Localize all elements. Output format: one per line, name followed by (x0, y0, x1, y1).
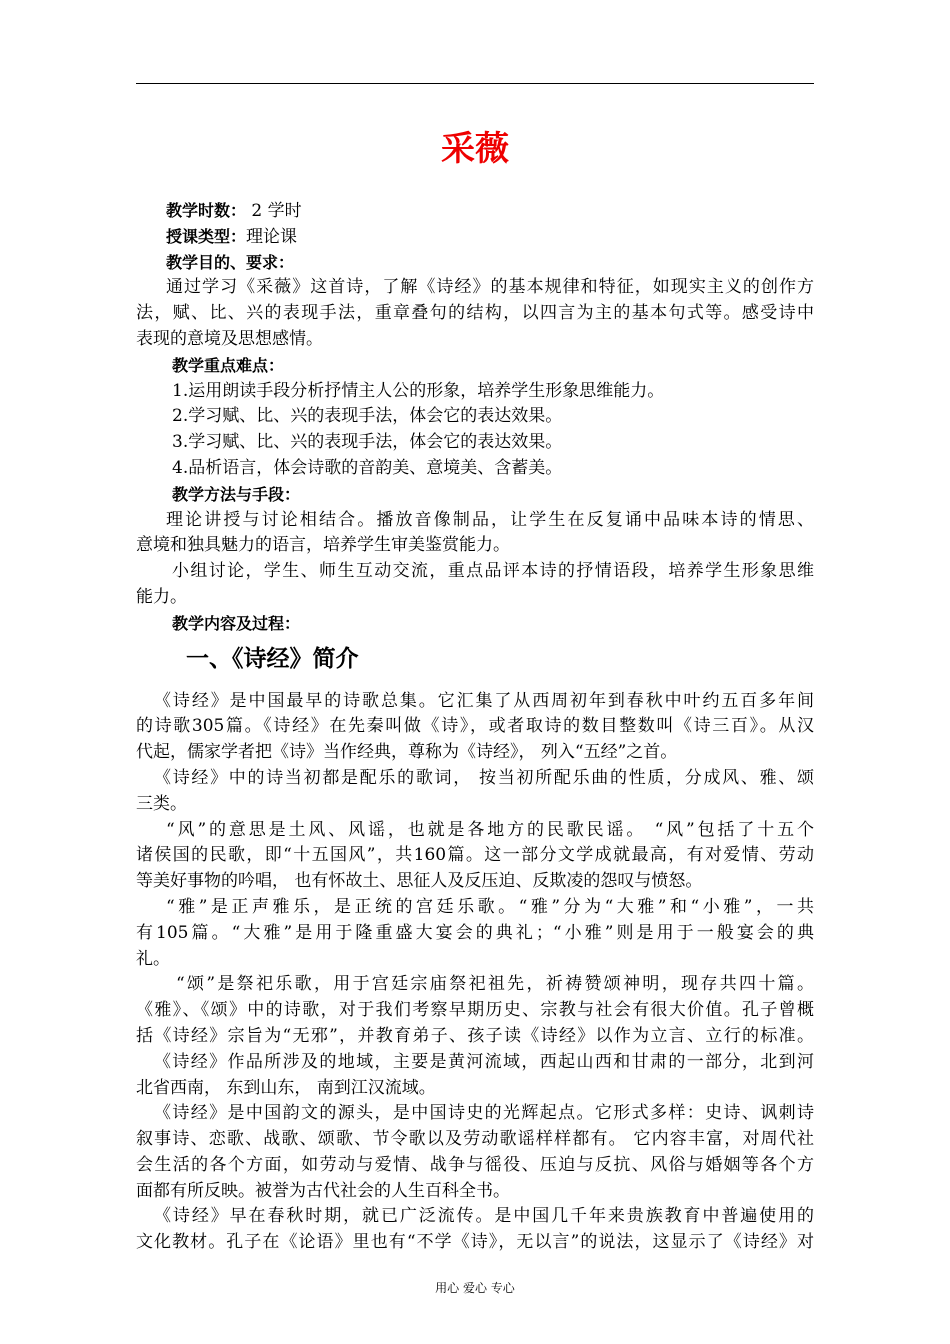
body-line: 诸侯国的民歌，即“十五国风”，共160篇。这一部分文学成就最高，有对爱情、劳动 (136, 845, 814, 866)
body-line: 《诗经》是中国韵文的源头，是中国诗史的光辉起点。它形式多样：史诗、讽刺诗 (154, 1103, 814, 1124)
goal-line: 表现的意境及思想感情。 (136, 328, 323, 349)
body-line: 括《诗经》宗旨为“无邪”，并教育弟子、孩子读《诗经》以作为立言、立行的标准。 (136, 1025, 814, 1046)
body-line: 礼。 (136, 948, 170, 969)
method-label-row (136, 482, 814, 508)
body-line: “颂”是祭祀乐歌，用于宫廷宗庙祭祀祖先，祈祷赞颂神明，现存共四十篇。 (176, 974, 814, 995)
hours-row (136, 198, 814, 224)
body-line: 《诗经》中的诗当初都是配乐的歌词， 按当初所配乐曲的性质，分成风、雅、颂 (154, 767, 814, 788)
key-label: 教学重点难点： (172, 355, 285, 375)
process-label-row (136, 611, 814, 637)
key-point-item: 4.品析语言，体会诗歌的音韵美、意境美、含蓄美。 (172, 457, 563, 478)
body-line: 北省西南， 东到山东， 南到江汉流域。 (136, 1077, 436, 1098)
method-line: 小组讨论，学生、师生互动交流，重点品评本诗的抒情语段，培养学生形象思维 (172, 561, 814, 582)
body-line: 《雅》、《颂》中的诗歌，对于我们考察早期历史、宗教与社会有很大价值。孔子曾概 (136, 1000, 814, 1021)
document-body (136, 198, 814, 1256)
body-line: 等美好事物的吟唱， 也有怀故土、思征人及反压迫、反欺凌的怨叹与愤怒。 (136, 871, 703, 892)
body-line: 三类。 (136, 793, 187, 814)
method-line: 意境和独具魅力的语言，培养学生审美鉴赏能力。 (136, 535, 510, 556)
body-line: 《诗经》早在春秋时期，就已广泛流传。是中国几千年来贵族教育中普遍使用的 (154, 1206, 814, 1227)
key-points-list (136, 379, 814, 482)
body-line: 会生活的各个方面，如劳动与爱情、战争与徭役、压迫与反抗、风俗与婚姻等各个方 (136, 1154, 814, 1175)
body-line: 代起，儒家学者把《诗》当作经典，尊称为《诗经》， 列入“五经”之首。 (136, 742, 678, 763)
hours-value: 2 学时 (246, 201, 302, 221)
hours-label: 教学时数： (166, 201, 247, 220)
type-row (136, 224, 814, 250)
goal-label: 教学目的、要求： (166, 252, 295, 272)
goal-paragraph (136, 275, 814, 352)
type-label: 授课类型： (166, 226, 247, 246)
method-paragraph (136, 508, 814, 611)
header-rule (136, 83, 814, 84)
body-line: 的诗歌305篇。《诗经》在先秦叫做《诗》，或者取诗的数目整数叫《诗三百》。从汉 (136, 716, 814, 737)
body-line: “风”的意思是土风、风谣，也就是各地方的民歌民谣。 “风”包括了十五个 (166, 819, 814, 840)
type-value: 理论课 (246, 226, 298, 247)
key-label-row (136, 353, 814, 379)
key-point-item: 2.学习赋、比、兴的表现手法，体会它的表达效果。 (172, 406, 563, 427)
body-line: 文化教材。孔子在《论语》里也有“不学《诗》，无以言”的说法，这显示了《诗经》对 (136, 1232, 814, 1253)
body-line: 《诗经》是中国最早的诗歌总集。它汇集了从西周初年到春秋中叶约五百多年间 (154, 690, 814, 711)
page-footer: 用心 爱心 专心 (435, 1281, 515, 1295)
process-label: 教学内容及过程： (172, 613, 301, 633)
method-line: 理论讲授与讨论相结合。播放音像制品，让学生在反复诵中品味本诗的情思、 (166, 509, 814, 530)
body-line: 叙事诗、恋歌、战歌、颂歌、节令歌以及劳动歌谣样样都有。 它内容丰富，对周代社 (136, 1129, 814, 1150)
key-point-item: 1.运用朗读手段分析抒情主人公的形象，培养学生形象思维能力。 (172, 380, 665, 401)
method-label: 教学方法与手段： (172, 484, 301, 504)
method-line: 能力。 (136, 586, 187, 607)
section-heading: 一、《诗经》简介 (186, 645, 359, 672)
body-line: “雅”是正声雅乐，是正统的宫廷乐歌。“雅”分为“大雅”和“小雅”，一共 (166, 896, 814, 917)
key-point-item: 3.学习赋、比、兴的表现手法，体会它的表达效果。 (172, 432, 563, 453)
body-line: 有105篇。“大雅”是用于隆重盛大宴会的典礼；“小雅”则是用于一般宴会的典 (136, 922, 814, 943)
body-line: 面都有所反映。被誉为古代社会的人生百科全书。 (136, 1180, 510, 1201)
goal-line: 法，赋、比、兴的表现手法，重章叠句的结构，以四言为主的基本句式等。感受诗中 (136, 303, 814, 324)
goal-line: 通过学习《采薇》这首诗，了解《诗经》的基本规律和特征，如现实主义的创作方 (166, 277, 814, 298)
body-line: 《诗经》作品所涉及的地域，主要是黄河流域，西起山西和甘肃的一部分，北到河 (154, 1051, 814, 1072)
page-title: 采薇 (441, 129, 509, 169)
goal-row (136, 250, 814, 276)
intro-body (136, 689, 814, 1257)
